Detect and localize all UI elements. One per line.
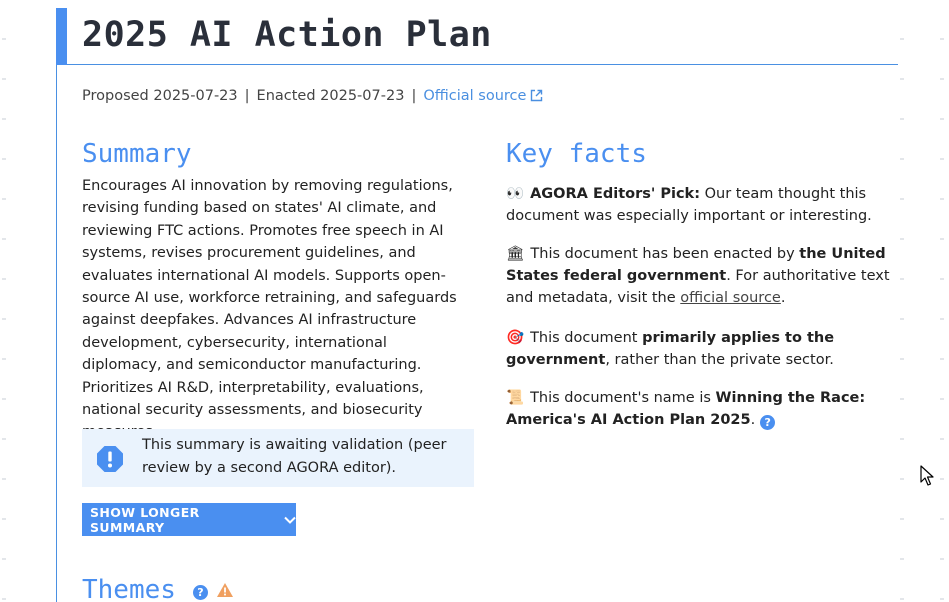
chevron-down-icon <box>284 512 296 527</box>
page-title: 2025 AI Action Plan <box>82 15 492 55</box>
mouse-cursor-icon <box>920 465 934 487</box>
editors-pick-text: Our team thought this document was especially important or interesting. <box>506 186 872 224</box>
scroll-icon: 📜 <box>506 390 525 406</box>
document-name-suffix: . <box>750 412 756 428</box>
left-rule <box>56 8 57 602</box>
fact-editors-pick <box>506 183 896 227</box>
official-source-link[interactable] <box>423 88 543 104</box>
document-name-prefix: This document's name is <box>530 390 716 406</box>
question-circle-icon[interactable]: ? <box>760 415 775 430</box>
themes-heading: Themes <box>82 575 176 602</box>
external-link-icon <box>530 88 543 108</box>
background-dots <box>900 0 904 602</box>
enacted-date: Enacted 2025-07-23 <box>256 88 405 104</box>
enacted-by-suffix: . <box>780 290 786 306</box>
target-icon: 🎯 <box>506 330 525 346</box>
meta-separator: | <box>411 88 417 104</box>
background-dots <box>940 0 944 602</box>
applies-to-suffix: , rather than the private sector. <box>605 352 834 368</box>
document-meta <box>82 86 543 108</box>
enacted-by-prefix: This document has been enacted by <box>530 246 800 262</box>
fact-enacted-by <box>506 243 896 309</box>
enacted-by-authority: the United States federal government <box>506 246 886 284</box>
question-circle-icon[interactable]: ? <box>193 585 208 600</box>
title-accent-bar <box>56 8 67 65</box>
background-dots <box>2 0 6 602</box>
fact-document-name <box>506 387 896 431</box>
meta-separator: | <box>244 88 250 104</box>
themes-icons <box>188 582 234 602</box>
show-longer-summary-label: SHOW LONGER SUMMARY <box>90 504 200 535</box>
fact-applies-to <box>506 327 896 371</box>
editors-pick-label: AGORA Editors' Pick: <box>530 186 700 202</box>
applies-to-target: primarily applies to the government <box>506 330 835 368</box>
key-facts-heading: Key facts <box>506 139 647 169</box>
government-building-icon: 🏛 <box>506 246 525 262</box>
document-name: Winning the Race: America's AI Action Plan 2025 <box>506 390 866 428</box>
proposed-date: Proposed 2025-07-23 <box>82 88 238 104</box>
enacted-by-middle: . For authoritative text and metadata, visit the <box>506 268 890 306</box>
validation-notice <box>82 429 474 487</box>
show-longer-summary-button[interactable] <box>82 503 296 536</box>
summary-text: Encourages AI innovation by removing regulations, revising funding based on states' AI climate, and reviewing FTC actions. Promotes free speech in AI systems, revises procurement guidelines, and evaluates international AI models. Supports open-source AI use, workforce retraining, and safeguards against deepfakes. Advances AI infrastructure development, cybersecurity, international diplomacy, and semiconductor manufacturing. Prioritizes AI R&D, interpretability, evaluations, national security assessments, and biosecurity <box>82 178 457 419</box>
applies-to-prefix: This document <box>530 330 643 346</box>
exclamation-octagon-icon <box>96 445 124 473</box>
title-underline <box>67 64 898 65</box>
summary-heading: Summary <box>82 139 192 169</box>
warning-triangle-icon[interactable] <box>216 582 234 602</box>
official-source-label: Official source <box>423 88 527 104</box>
validation-notice-text: This summary is awaiting validation (peer review by a second AGORA editor). <box>142 437 447 476</box>
eyes-icon: 👀 <box>506 186 525 202</box>
official-source-inline-link[interactable]: official source <box>680 290 781 306</box>
